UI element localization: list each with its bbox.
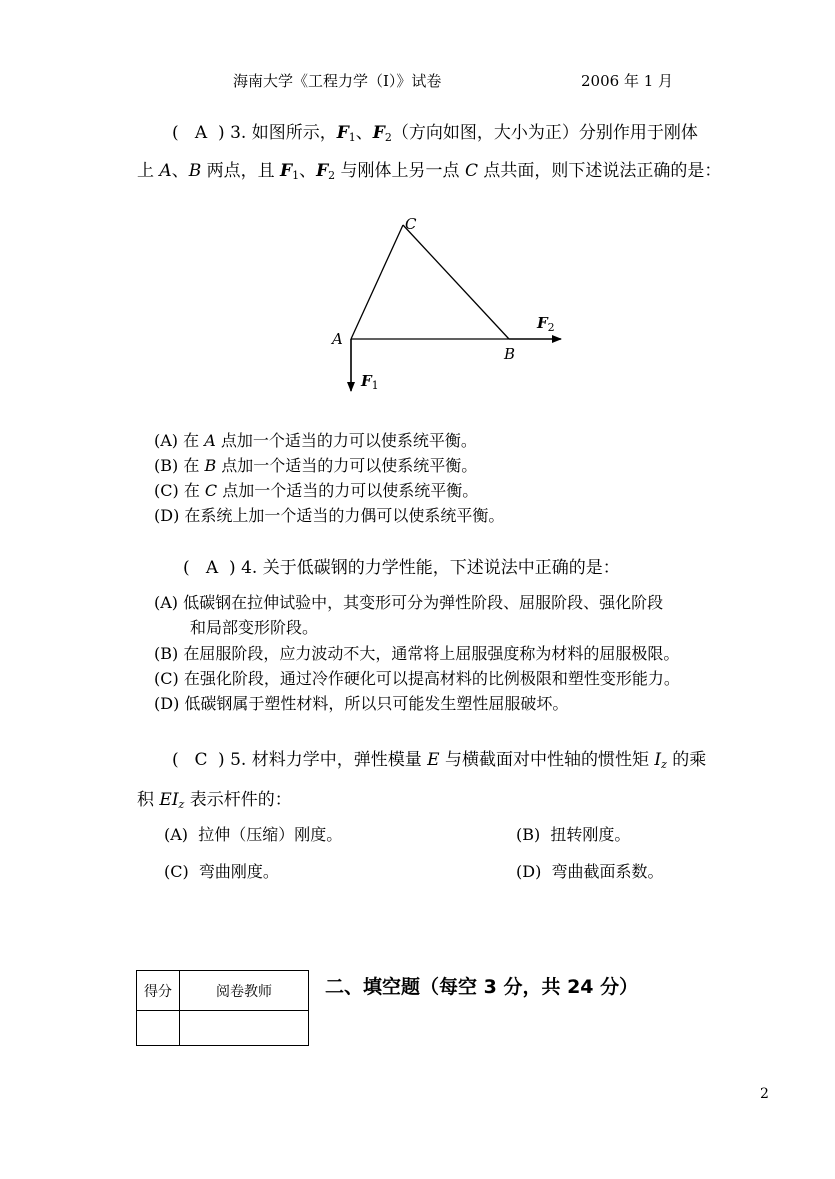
option-text: 扭转刚度。 [550, 825, 631, 844]
option-text: 弯曲刚度。 [198, 862, 279, 881]
q3-option-d [154, 503, 504, 526]
q3-number: ) 3. [218, 123, 252, 143]
page-number: 2 [760, 1086, 769, 1102]
q5-text: 表示杆件的： [184, 790, 292, 810]
point-symbol: C [204, 481, 218, 500]
exam-date: 2006 年 1 月 [581, 72, 674, 90]
option-text: 点加一个适当的力可以使系统平衡。 [217, 481, 479, 500]
inertia-subscript: z [661, 758, 667, 771]
q4-number: ) 4. [229, 558, 263, 578]
q4-answer: A [205, 558, 219, 578]
q4-option-c [154, 666, 680, 689]
q3-option-a [154, 428, 477, 451]
q5-text: 与横截面对中性轴的惯性矩 [439, 750, 655, 770]
option-tag: (C) [154, 481, 179, 500]
q5-option-a [164, 822, 342, 845]
option-tag: (B) [516, 825, 541, 844]
option-tag: (A) [154, 593, 179, 612]
q3-text: 如图所示， [251, 123, 337, 143]
force-f1-symbol: F [280, 161, 293, 181]
q5-text: 积 [137, 790, 160, 810]
f2-label-subscript: 2 [547, 321, 555, 334]
section-2-title: 二、填空题（每空 3 分，共 24 分） [325, 976, 639, 998]
q5-text: 材料力学中，弹性模量 [251, 750, 428, 770]
q3-answer-bracket-open: ( [172, 123, 185, 143]
point-a-symbol: A [159, 161, 172, 181]
q5-answer-bracket-open: ( [172, 750, 185, 770]
q3-option-c [154, 478, 478, 501]
q3-text: 与刚体上另一点 [335, 161, 465, 181]
q5-text: 的乘 [666, 750, 707, 770]
option-text: 在 [183, 456, 205, 475]
force-f2-symbol: F [316, 161, 329, 181]
stiffness-subscript: z [178, 798, 185, 811]
score-label: 得分 [137, 971, 180, 1011]
q3-text: 点共面，则下述说法正确的是： [477, 161, 722, 181]
option-tag: (A) [164, 825, 189, 844]
option-text: 弯曲截面系数。 [551, 862, 664, 881]
f2-label-symbol: F [537, 314, 548, 332]
q3-answer: A [194, 123, 208, 143]
point-symbol: B [204, 456, 217, 475]
exam-title: 海南大学《工程力学（I）》试卷 [233, 72, 442, 90]
question-3-line-2 [137, 156, 721, 181]
option-tag: (C) [164, 862, 189, 881]
force-f2-subscript: 2 [328, 169, 336, 182]
question-5-line-1 [172, 745, 706, 770]
q3-separator: 、 [171, 161, 189, 181]
grader-label: 阅卷教师 [180, 971, 309, 1011]
option-tag: (A) [154, 431, 179, 450]
option-tag: (D) [154, 694, 180, 713]
q4-option-a [154, 590, 663, 613]
option-tag: (C) [154, 669, 179, 688]
grader-cell [180, 1011, 309, 1046]
q3-text: 上 [137, 161, 160, 181]
option-tag: (D) [154, 506, 180, 525]
option-tag: (D) [516, 862, 542, 881]
edge-cb [403, 225, 509, 339]
q3-separator: 、 [299, 161, 317, 181]
q5-answer: C [194, 750, 208, 770]
q5-option-c [164, 859, 279, 882]
question-5-line-2 [137, 785, 292, 810]
edge-ac [351, 225, 403, 339]
option-text: 低碳钢在拉伸试验中，其变形可分为弹性阶段、屈服阶段、强化阶段 [183, 593, 664, 612]
q3-text: （方向如图，大小为正）分别作用于刚体 [391, 123, 698, 143]
q4-answer-bracket-open: ( [183, 558, 196, 578]
figure-label-f2 [537, 314, 555, 332]
stiffness-symbol: EI [159, 790, 179, 810]
option-text: 点加一个适当的力可以使系统平衡。 [216, 456, 478, 475]
option-text: 点加一个适当的力可以使系统平衡。 [215, 431, 477, 450]
point-symbol: A [204, 431, 216, 450]
q4-option-d [154, 691, 568, 714]
force-f2-symbol: F [372, 123, 385, 143]
option-text: 低碳钢属于塑性材料，所以只可能发生塑性屈服破坏。 [184, 694, 569, 713]
option-text: 在强化阶段，通过冷作硬化可以提高材料的比例极限和塑性变形能力。 [183, 669, 680, 688]
question-3-line-1 [172, 118, 698, 143]
score-box [136, 970, 309, 1046]
f1-label-symbol: F [361, 372, 372, 390]
point-b-symbol: B [188, 161, 202, 181]
q4-text: 关于低碳钢的力学性能，下述说法中正确的是： [262, 558, 620, 578]
q3-option-b [154, 453, 477, 476]
option-text: 在屈服阶段，应力波动不大，通常将上屈服强度称为材料的屈服极限。 [183, 644, 680, 663]
option-tag: (B) [154, 644, 179, 663]
option-text: 在 [183, 431, 205, 450]
rigid-body-figure [320, 205, 580, 405]
option-text: 拉伸（压缩）刚度。 [198, 825, 343, 844]
inertia-symbol: I [654, 750, 662, 770]
point-c-symbol: C [464, 161, 478, 181]
q3-separator: 、 [355, 123, 373, 143]
q5-option-b [516, 822, 630, 845]
q3-text: 两点，且 [201, 161, 280, 181]
force-f2-subscript: 2 [384, 131, 392, 144]
force-f1-subscript: 1 [292, 169, 300, 182]
figure-label-c: C [405, 215, 417, 233]
force-f1-symbol: F [336, 123, 349, 143]
q4-option-a-continued: 和局部变形阶段。 [190, 618, 319, 637]
figure-label-a: A [332, 330, 343, 348]
force-f1-subscript: 1 [348, 131, 356, 144]
figure-label-f1 [361, 372, 379, 390]
modulus-symbol: E [427, 750, 440, 770]
f1-label-subscript: 1 [371, 379, 379, 392]
option-text: 在 [183, 481, 205, 500]
option-tag: (B) [154, 456, 179, 475]
q5-option-d [516, 859, 664, 882]
option-text: 在系统上加一个适当的力偶可以使系统平衡。 [184, 506, 505, 525]
figure-label-b: B [504, 345, 516, 363]
q5-number: ) 5. [218, 750, 252, 770]
score-cell [137, 1011, 180, 1046]
question-4-stem [183, 553, 620, 578]
q4-option-b [154, 641, 679, 664]
